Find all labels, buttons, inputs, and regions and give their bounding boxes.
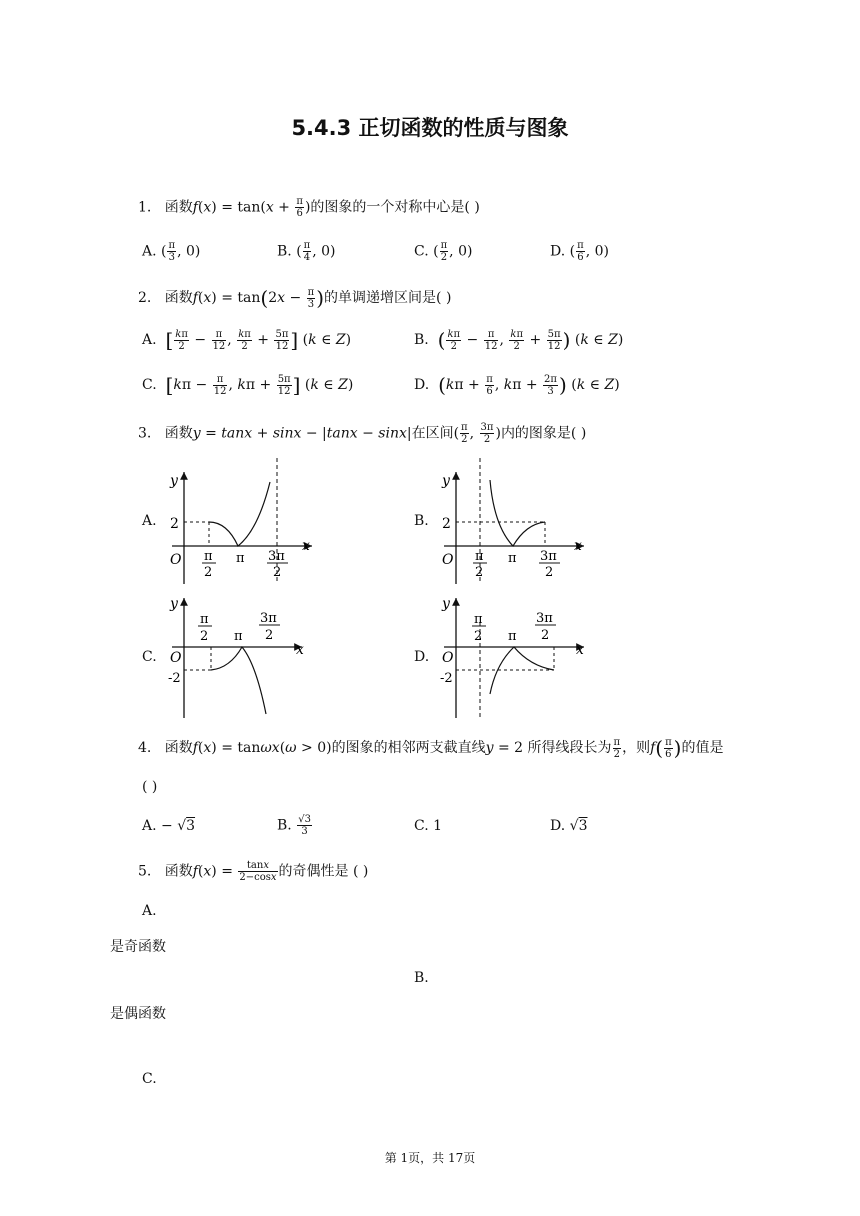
svg-text:y: y [442, 596, 450, 612]
svg-text:x: x [574, 538, 582, 554]
svg-text:π: π [200, 612, 209, 627]
svg-text:2: 2 [475, 565, 484, 580]
svg-text:O: O [170, 552, 182, 568]
svg-text:O: O [442, 650, 454, 666]
svg-text:2: 2 [541, 628, 550, 643]
page-title: 5.4.3 正切函数的性质与图象 [291, 116, 569, 140]
svg-text:2: 2 [442, 516, 451, 532]
svg-text:y: y [170, 473, 178, 489]
svg-text:π: π [204, 549, 213, 564]
q4-option-d[interactable]: D. √3 [550, 818, 588, 834]
svg-text:2: 2 [273, 565, 282, 580]
q1-option-d[interactable]: D. ( $\frac{\pi}{6}$ , 0) [550, 240, 609, 263]
q2-number: 2. [138, 290, 152, 306]
svg-text:O: O [170, 650, 182, 666]
svg-text:2: 2 [170, 516, 179, 532]
q3-suffix: 内的图象是( ) [500, 425, 587, 442]
q1-number: 1. [138, 199, 152, 216]
q3-option-a-label[interactable]: A. [142, 513, 157, 529]
svg-text:2: 2 [474, 629, 483, 644]
q4-option-c[interactable]: C. 1 [414, 818, 443, 834]
q2-prefix: 函数 [164, 290, 193, 306]
q4-option-a[interactable]: A. − √3 [142, 818, 196, 834]
q3-prefix: 函数 [164, 425, 193, 442]
q5-option-b-text: 是偶函数 [110, 1006, 166, 1022]
q2-option-c[interactable]: C. [kπ − $\frac{\pi}{12}$ , kπ + $\frac{5\pi}{12}$ ] (k ∈ Z) [142, 373, 354, 397]
svg-text:π: π [508, 551, 517, 566]
svg-text:3π: 3π [536, 611, 553, 626]
svg-text:2: 2 [545, 565, 554, 580]
svg-text:π: π [234, 629, 243, 644]
q1-suffix: 的图象的一个对称中心是( ) [310, 199, 480, 216]
q3-graph-b [434, 458, 594, 588]
q2-option-d[interactable]: D. (kπ + $\frac{\pi}{6}$ , kπ + $\frac{2\pi}{3}$ ) (k ∈ Z) [414, 373, 620, 397]
q5-option-c[interactable]: C. [142, 1071, 157, 1087]
svg-text:x: x [296, 642, 304, 658]
q3-graph-d [434, 592, 594, 720]
question-1: 1. 函数f(x) = tan(x + $\frac{\pi}{6}$ )的图象的一个对称中心是( ) [138, 196, 480, 219]
q3-option-b-label[interactable]: B. [414, 513, 429, 529]
svg-text:2: 2 [204, 565, 213, 580]
svg-text:y: y [442, 473, 450, 489]
svg-text:π: π [236, 551, 245, 566]
svg-text:2: 2 [265, 628, 274, 643]
svg-text:O: O [442, 552, 454, 568]
svg-text:3π: 3π [268, 549, 285, 564]
svg-text:-2: -2 [168, 671, 181, 686]
q3-number: 3. [138, 425, 152, 442]
q5-option-a-text: 是奇函数 [110, 939, 166, 955]
q1-option-c[interactable]: C. ( $\frac{\pi}{2}$ , 0) [414, 240, 473, 263]
q4-number: 4. [138, 740, 152, 756]
q2-option-b[interactable]: B. ( $\frac{k\pi}{2}$ − $\frac{\pi}{12}$ , $\frac{k\pi}{2}$ + $\frac{5\pi}{12}$ ) (k ∈ Z) [414, 328, 624, 352]
q3-graph-c [162, 592, 322, 720]
svg-text:-2: -2 [440, 671, 453, 686]
svg-text:3π: 3π [260, 611, 277, 626]
svg-text:2: 2 [200, 629, 209, 644]
q5-number: 5. [138, 863, 152, 880]
q3-option-c-label[interactable]: C. [142, 649, 157, 665]
svg-text:π: π [474, 612, 483, 627]
q3-graph-a [162, 458, 322, 588]
svg-text:3π: 3π [540, 549, 557, 564]
question-5: 5. 函数f(x) = $\frac{\tan x}{2-\cos x}$ 的奇偶性是 ( ) [138, 860, 369, 883]
svg-text:y: y [170, 596, 178, 612]
q3-option-d-label[interactable]: D. [414, 649, 430, 665]
question-4: 4. 函数f(x) = tanωx(ω > 0)的图象的相邻两支截直线y = 2 所得线段长为 $\frac{\pi}{2}$ ，则f( $\frac{\pi}{6}$ )的值是 [138, 736, 724, 760]
q5-option-b[interactable]: B. [414, 970, 429, 986]
q4-option-b[interactable]: B. $\frac{√3}{3}$ [277, 814, 311, 837]
svg-text:π: π [475, 549, 484, 564]
svg-text:x: x [576, 642, 584, 658]
q1-option-b[interactable]: B. ( $\frac{\pi}{4}$ , 0) [277, 240, 336, 263]
q1-option-a[interactable]: A. ( $\frac{\pi}{3}$ , 0) [142, 240, 201, 263]
q2-option-a[interactable]: A. [ $\frac{k\pi}{2}$ − $\frac{\pi}{12}$ , $\frac{k\pi}{2}$ + $\frac{5\pi}{12}$ ] (k ∈ Z) [142, 328, 352, 352]
q2-suffix: 的单调递增区间是( ) [324, 290, 452, 306]
question-3: 3. 函数y = tanx + sinx − |tanx − sinx|在区间( $\frac{\pi}{2}$ , $\frac{3\pi}{2}$ )内的图象是( ) [138, 422, 587, 445]
q5-option-a[interactable]: A. [142, 903, 157, 919]
q1-prefix: 函数 [164, 199, 193, 216]
q4-answer-paren: ( ) [142, 779, 158, 795]
page-footer: 第 1页，共 17页 [384, 1151, 476, 1165]
svg-text:π: π [508, 629, 517, 644]
question-2: 2. 函数f(x) = tan(2x − $\frac{\pi}{3}$ )的单调递增区间是( ) [138, 286, 452, 310]
svg-text:x: x [302, 538, 310, 554]
